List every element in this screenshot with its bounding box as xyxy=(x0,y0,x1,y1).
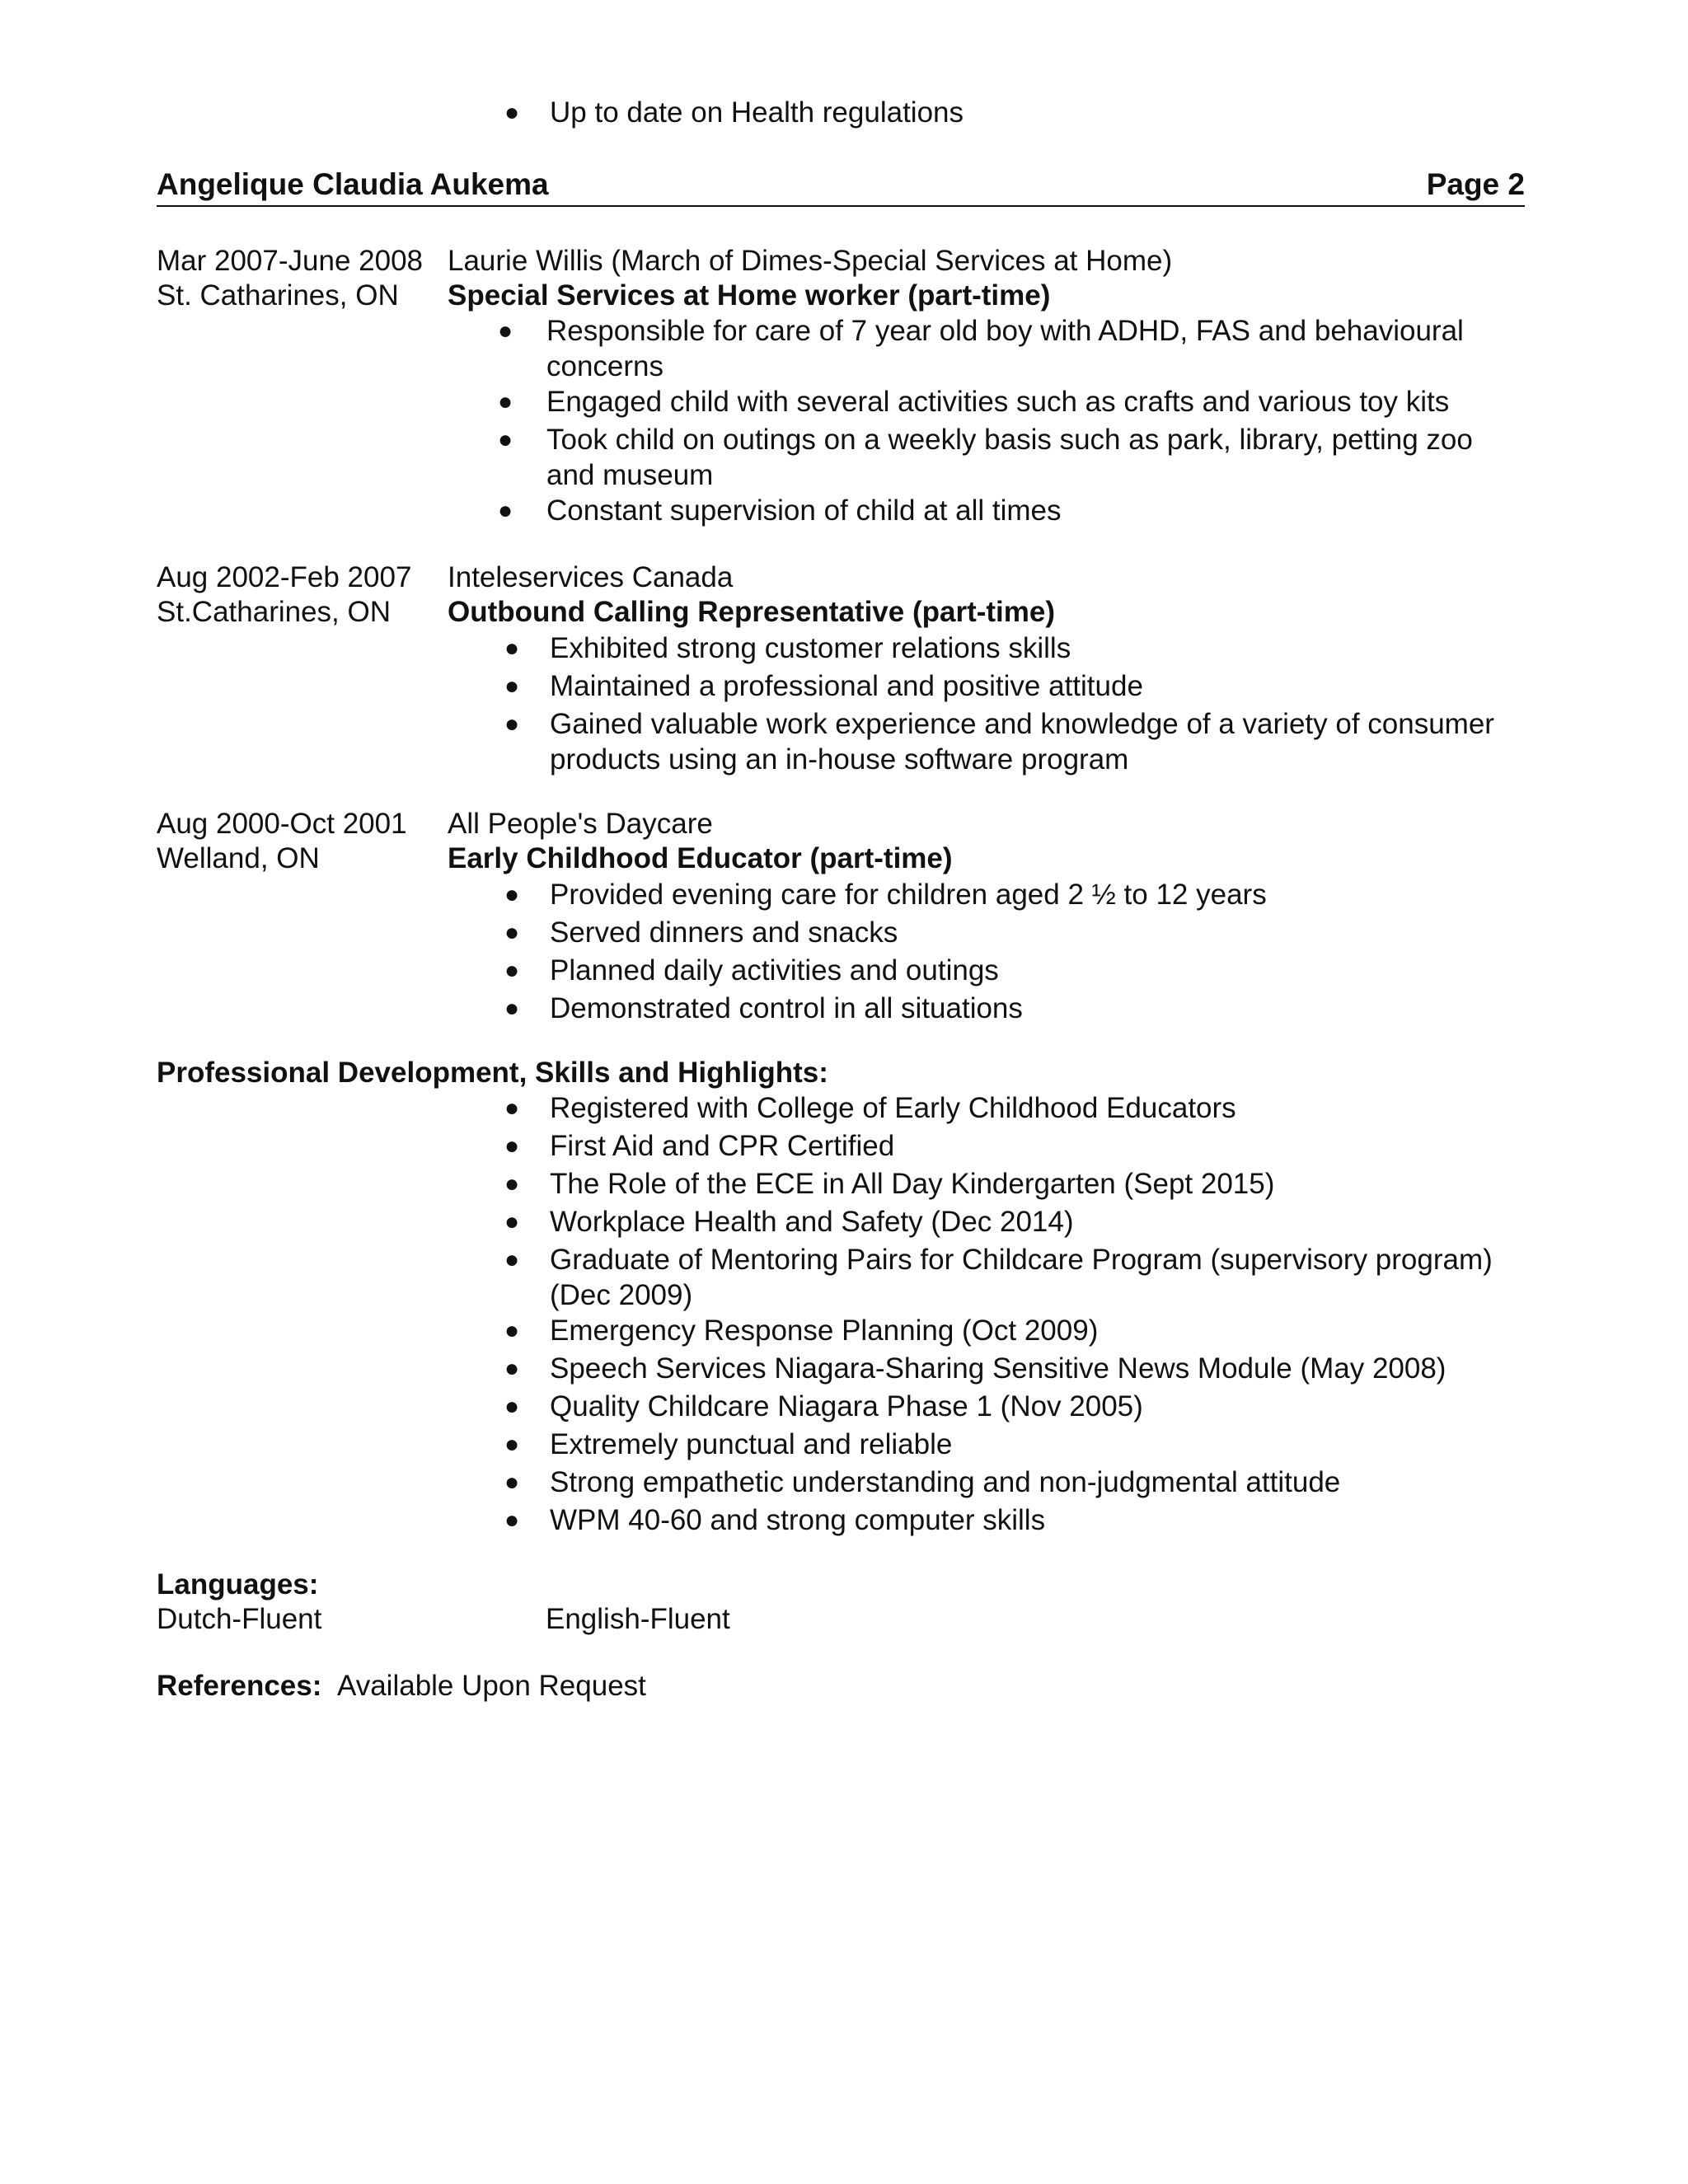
bullet-icon: ● xyxy=(504,710,520,738)
skill-item: WPM 40-60 and strong computer skills xyxy=(550,1504,1046,1536)
job-bullet-text: Engaged child with several activities such as crafts and various toy kits xyxy=(546,386,1450,418)
bullet-icon: ● xyxy=(504,881,520,908)
bullet-icon: ● xyxy=(504,1355,520,1382)
job-location: Welland, ON xyxy=(157,842,320,874)
bullet-icon: ● xyxy=(504,1317,520,1344)
bullet-icon: ● xyxy=(504,1431,520,1458)
job-bullet-text: Served dinners and snacks xyxy=(550,916,898,949)
page-header xyxy=(157,167,1525,207)
skill-item-cont: (Dec 2009) xyxy=(550,1279,693,1311)
bullet-icon: ● xyxy=(504,1132,520,1160)
bullet-icon: ● xyxy=(504,1170,520,1197)
job-bullet-text-cont: and museum xyxy=(546,459,714,491)
bullet-icon: ● xyxy=(504,673,520,700)
bullet-icon: ● xyxy=(498,426,513,453)
job-location: St. Catharines, ON xyxy=(157,279,399,312)
bullet-icon: ● xyxy=(504,995,520,1022)
skill-item: Workplace Health and Safety (Dec 2014) xyxy=(550,1206,1074,1238)
job-bullet-text-cont: products using an in-house software program xyxy=(550,743,1129,776)
language-item: Dutch-Fluent xyxy=(157,1603,322,1635)
job-bullet-text: Constant supervision of child at all times xyxy=(546,494,1062,527)
skill-item: Strong empathetic understanding and non-judgmental attitude xyxy=(550,1466,1341,1498)
skill-item: The Role of the ECE in All Day Kindergarten (Sept 2015) xyxy=(550,1168,1275,1200)
bullet-icon: ● xyxy=(504,1246,520,1273)
job-bullet-text: Planned daily activities and outings xyxy=(550,954,999,987)
bullet-icon: ● xyxy=(504,1469,520,1496)
job-employer: All People's Daycare xyxy=(448,808,713,840)
skill-item: Quality Childcare Niagara Phase 1 (Nov 2005) xyxy=(550,1390,1143,1422)
job-bullet-text: Responsible for care of 7 year old boy with ADHD, FAS and behavioural xyxy=(546,315,1464,347)
references-value: Available Upon Request xyxy=(337,1670,646,1702)
job-employer: Inteleservices Canada xyxy=(448,561,734,593)
bullet-icon: ● xyxy=(498,388,513,415)
bullet-icon: ● xyxy=(504,1094,520,1122)
job-bullet-text: Demonstrated control in all situations xyxy=(550,992,1023,1024)
resume-name: Angelique Claudia Aukema xyxy=(157,167,549,201)
bullet-icon: ● xyxy=(504,1507,520,1534)
language-item: English-Fluent xyxy=(546,1603,730,1635)
bullet-icon: ● xyxy=(504,99,520,126)
job-title: Early Childhood Educator (part-time) xyxy=(448,842,953,874)
bullet-icon: ● xyxy=(498,317,513,344)
job-dates: Aug 2002-Feb 2007 xyxy=(157,561,412,593)
bullet-icon: ● xyxy=(498,497,513,524)
section-heading: Languages: xyxy=(157,1568,319,1601)
skill-item: First Aid and CPR Certified xyxy=(550,1130,895,1162)
top-bullet-text: Up to date on Health regulations xyxy=(550,96,964,129)
job-bullet-text: Gained valuable work experience and knowledge of a variety of consumer xyxy=(550,708,1494,740)
bullet-icon: ● xyxy=(504,919,520,946)
bullet-icon: ● xyxy=(504,1208,520,1235)
job-location: St.Catharines, ON xyxy=(157,596,391,628)
bullet-icon: ● xyxy=(504,957,520,984)
job-bullet-text: Provided evening care for children aged 2 ½ to 12 years xyxy=(550,879,1267,911)
job-title: Outbound Calling Representative (part-time) xyxy=(448,596,1055,628)
skill-item: Graduate of Mentoring Pairs for Childcare Program (supervisory program) xyxy=(550,1244,1493,1276)
job-title: Special Services at Home worker (part-time) xyxy=(448,279,1051,312)
bullet-icon: ● xyxy=(504,635,520,662)
section-heading: Professional Development, Skills and Highlights: xyxy=(157,1057,828,1089)
skill-item: Speech Services Niagara-Sharing Sensitive News Module (May 2008) xyxy=(550,1352,1447,1385)
skill-item: Emergency Response Planning (Oct 2009) xyxy=(550,1315,1099,1347)
references-label: References: xyxy=(157,1670,322,1702)
skill-item: Registered with College of Early Childhood Educators xyxy=(550,1092,1236,1124)
job-dates: Mar 2007-June 2008 xyxy=(157,245,423,277)
job-bullet-text: Maintained a professional and positive attitude xyxy=(550,670,1143,702)
job-bullet-text-cont: concerns xyxy=(546,350,664,382)
job-employer: Laurie Willis (March of Dimes-Special Services at Home) xyxy=(448,245,1173,277)
bullet-icon: ● xyxy=(504,1393,520,1420)
job-dates: Aug 2000-Oct 2001 xyxy=(157,808,407,840)
job-bullet-text: Took child on outings on a weekly basis such as park, library, petting zoo xyxy=(546,424,1473,456)
page-number: Page 2 xyxy=(1426,167,1525,201)
skill-item: Extremely punctual and reliable xyxy=(550,1428,953,1460)
job-bullet-text: Exhibited strong customer relations skills xyxy=(550,632,1071,664)
